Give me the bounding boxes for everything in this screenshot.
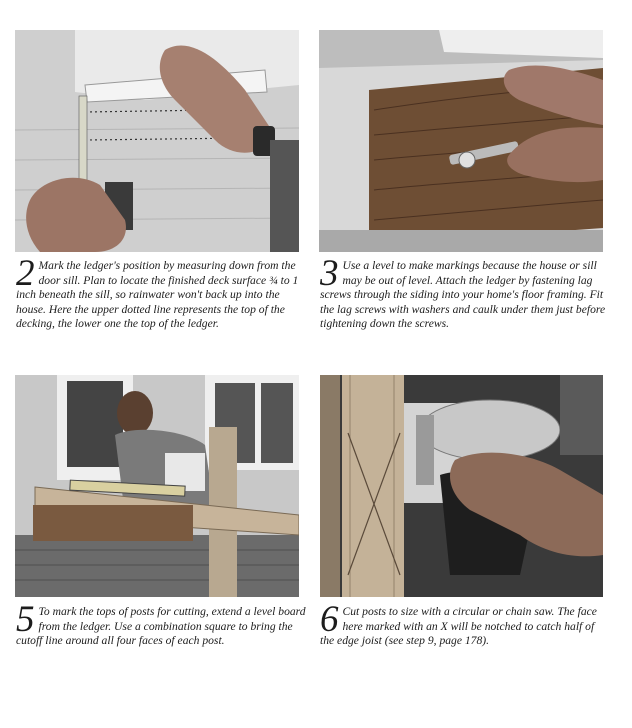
step-6-text: Cut posts to size with a circular or chain saw. The face here marked with an X will be notched to catch half of the edge joist (see step 9, page 178). xyxy=(320,605,597,648)
step-5-number: 5 xyxy=(16,599,35,640)
step-2-caption xyxy=(16,253,304,332)
step-6-caption xyxy=(320,599,610,649)
step-5-text: To mark the tops of posts for cutting, extend a level board from the ledger. Use a combination square to bring the cutoff line around all four faces of each post. xyxy=(16,605,306,648)
step-2-text: Mark the ledger's position by measuring down from the door sill. Plan to locate the finished deck surface ¾ to 1 inch beneath the sill, so rainwater won't back up into the house. Here the upper dotted line represents the top of the decking, the lower one the top of the ledger. xyxy=(16,259,299,331)
step-2-photo xyxy=(15,30,299,252)
step-3-caption xyxy=(320,253,606,332)
step-3-number: 3 xyxy=(320,253,339,294)
step-6-photo xyxy=(320,375,603,597)
step-5-photo xyxy=(15,375,299,597)
step-3-photo xyxy=(319,30,603,252)
step-5-caption xyxy=(16,599,308,649)
step-2-number: 2 xyxy=(16,253,35,294)
step-3-text: Use a level to make markings because the house or sill may be out of level. Attach the ledger by fastening lag screws through the siding into your home's floor framing. Fit the lag screws with washers and caulk under them just before tightening down the screws. xyxy=(320,259,606,331)
step-6-number: 6 xyxy=(320,599,339,640)
